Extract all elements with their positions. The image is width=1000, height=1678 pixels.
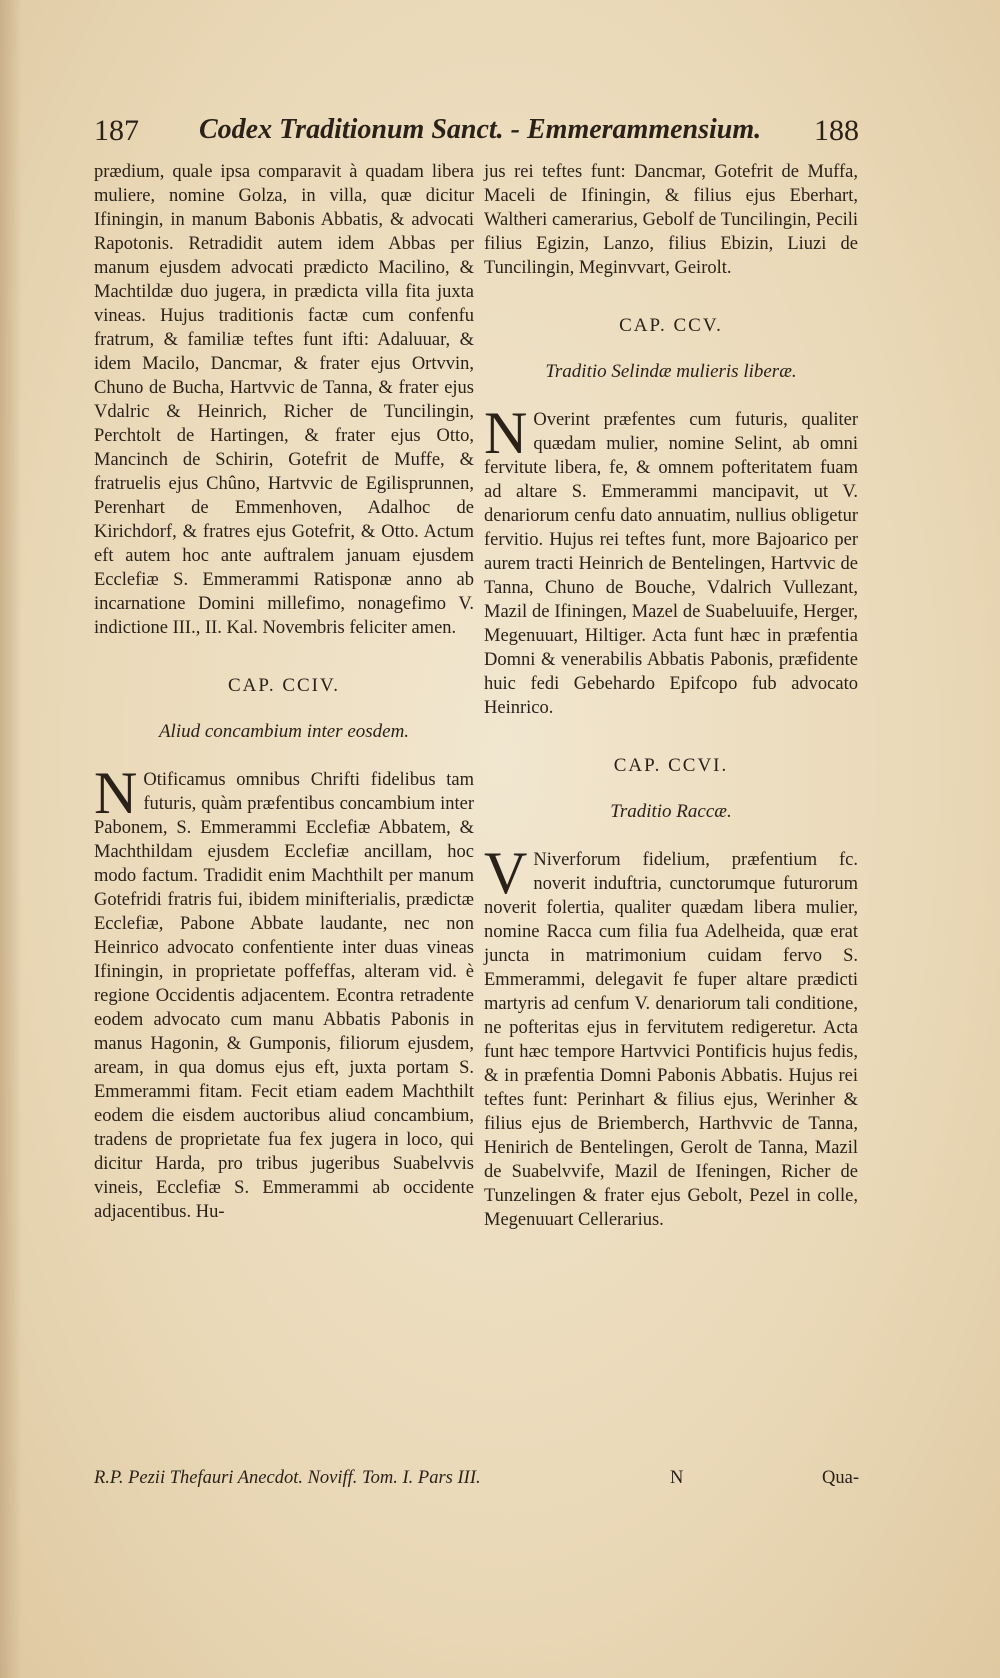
drop-capital: N [484, 400, 528, 466]
left-column [94, 160, 474, 1224]
paragraph-ccv-text: Overint præfentes cum futuris, qualiter quædam mulier, nomine Selint, ab omni fervitute libera, fe, & omnem pofteritatem fuam ad altare S. Emmerammi mancipavit, ut V. denariorum cenfu dato annuatim, nullius obligetur fervitio. Hujus rei teftes funt, more Bajoarico per aurem tracti Heinrich de Bentelingen, Hartvvic de Tanna, Chuno de Bouche, Vdalrich Vullezant, Mazil de Ifiningen, Mazel de Suabeluuife, Herger, Megenuuart, Hiltiger. Acta funt hæc in præfentia Domni & venerabilis Abbatis Pabonis, præfidente huic fedi Gebehardo Epifcopo fub advocato Heinrico. [484, 410, 858, 718]
chapter-heading-ccvi: CAP. CCVI. [613, 755, 729, 776]
signature-mark: N [670, 1468, 684, 1488]
paragraph-continuation: prædium, quale ipsa comparavit à quadam libera muliere, nomine Golza, in villa, quæ dicitur Ifiningin, in manum Babonis Abbatis, & advocati Rapotonis. Retradidit autem idem Abbas per manum ejusdem advocati prædicto Macilino, & Machtildæ duo jugera, in prædicta villa fita juxta vineas. Hujus traditionis factæ cum confenfu fratrum, & familiæ teftes funt ifti: Adaluuar, & idem Macilo, Dancmar, & frater ejus Ortvvin, Chuno de Bucha, Hartvvic de Tanna, & frater ejus Vdalric & Heinrich, Richer de Tuncilingin, Perchtolt de Hartingen, & frater ejus Otto, Mancinch de Schirin, Gotefrit de Muffe, & fratruelis ejus Chûno, Hartvvic de Egilisprunnen, Perenhart de Emmenhoven, Adalhoc de Kirichdorf, & fratres ejus Gotefrit, & Otto. Actum eft autem hoc ante auftralem januam ejusdem Ecclefiæ S. Emmerammi Ratisponæ anno ab incarnatione Domini millefimo, nonagefimo V. indictione III., II. Kal. Novembris feliciter amen. [94, 162, 474, 638]
catchword: Qua- [822, 1468, 859, 1488]
paragraph-continuation-right: jus rei teftes funt: Dancmar, Gotefrit de Muffa, Maceli de Ifiningin, & filius ejus Eberhart, Waltheri camerarius, Gebolf de Tuncilingin, Pecili filius Egizin, Lanzo, filius Ebizin, Liuzi de Tuncilingin, Meginvvart, Geirolt. [484, 162, 858, 278]
paragraph-cciv [94, 760, 474, 1224]
page-edge-shadow [0, 0, 22, 1678]
chapter-heading-cciv: CAP. CCIV. [227, 675, 341, 696]
paragraph-ccv [484, 400, 858, 720]
drop-capital: N [94, 760, 138, 826]
page-header [94, 114, 859, 154]
paragraph-ccvi-text: Niverforum fidelium, præfentium fc. noverit induftria, cunctorumque futurorum noverit folertia, qualiter quædam libera mulier, nomine Racca cum filia fua Adelheida, quæ erat juncta in matrimonium cuidam fervo S. Emmerammi, delegavit fe fuper altare prædicti martyris ad cenfum V. denariorum tali conditione, ne pofteritas ejus in fervitutem redigeretur. Acta funt hæc tempore Hartvvici Pontificis hujus fedis, & in præfentia Domni Pabonis Abbatis. Hujus rei teftes funt: Perinhart & filius ejus, Werinher & filius ejus de Briemberch, Harthvvic de Tanna, Henirich de Bentelingen, Gerolt de Tanna, Mazil de Suabelvvife, Mazil de Ifeningen, Richer de Tunzelingen & frater ejus Gebolt, Pezel in colle, Megenuuart Cellerarius. [484, 850, 858, 1230]
chapter-subtitle-ccvi: Traditio Raccæ. [610, 801, 732, 822]
signature-line: R.P. Pezii Thefauri Anecdot. Noviff. Tom. I. Pars III. [94, 1468, 481, 1488]
running-title: Codex Traditionum Sanct. - Emmerammensium. [199, 114, 762, 145]
drop-capital: V [484, 840, 528, 906]
page-footer [94, 1468, 859, 1498]
chapter-subtitle-cciv: Aliud concambium inter eosdem. [158, 721, 410, 742]
paragraph-cciv-text: Otificamus omnibus Chrifti fidelibus tam futuris, quàm præfentibus concambium inter Pabonem, S. Emmerammi Ecclefiæ Abbatem, & Machthildam ejusdem Ecclefiæ ancillam, hoc modo factum. Tradidit enim Machthilt per manum Gotefridi fratris fui, ibidem minifterialis, prædictæ Ecclefiæ, Pabone Abbate laudante, nec non Heinrico advocato confentiente inter duas vineas Ifiningin, in proprietate poffeffas, alteram vid. è regione Occidentis adjacentem. Econtra retradente eodem advocato cum manu Abbatis Pabonis in manus Hagonin, & Gumponis, filiorum ejusdem, aream, in qua domus ejus eft, juxta portam S. Emmerammi fitam. Fecit etiam eadem Machthilt eodem die eisdem auctoribus aliud concambium, tradens de proprietate fua fex jugera in loco, qui dicitur Harda, pro tribus jugeribus Suabelvvis vineis, Ecclefiæ S. Emmerammi ab occidente adjacentibus. Hu- [94, 770, 474, 1222]
page-number-left: 187 [94, 114, 139, 147]
chapter-subtitle-ccv: Traditio Selindæ mulieris liberæ. [545, 361, 797, 382]
page-number-right: 188 [814, 114, 859, 147]
right-column [484, 160, 858, 1232]
chapter-heading-ccv: CAP. CCV. [619, 315, 723, 336]
paragraph-ccvi [484, 840, 858, 1232]
